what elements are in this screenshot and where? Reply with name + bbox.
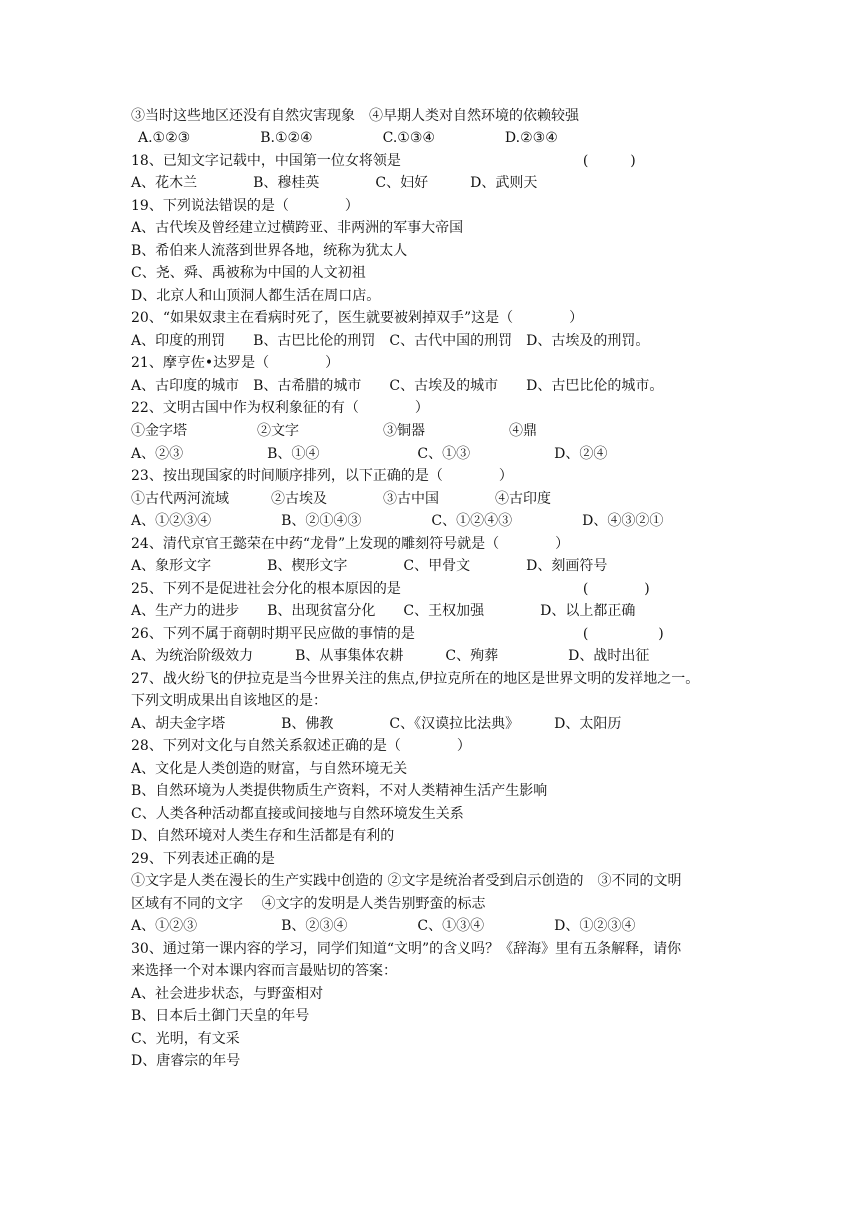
text-line: ①金字塔 ②文字 ③铜器 ④鼎 — [131, 423, 537, 439]
text-line: 来选择一个对本课内容而言最贴切的答案： — [131, 963, 397, 979]
text-line: A、古印度的城市 B、古希腊的城市 C、古埃及的城市 D、古巴比伦的城市。 — [131, 378, 664, 394]
text-line: D、唐睿宗的年号 — [131, 1053, 241, 1069]
text-line: A、印度的刑罚 B、古巴比伦的刑罚 C、古代中国的刑罚 D、古埃及的刑罚。 — [131, 333, 650, 349]
text-line: 25、下列不是促进社会分化的根本原因的是 ( ) — [131, 581, 650, 597]
text-line: D、北京人和山顶洞人都生活在周口店。 — [131, 288, 381, 304]
text-line: ①古代两河流域 ②古埃及 ③古中国 ④古印度 — [131, 491, 551, 507]
text-line: ③当时这些地区还没有自然灾害现象 ④早期人类对自然环境的依赖较强 — [131, 108, 579, 124]
text-line: A、①②③④ B、②①④③ C、①②④③ D、④③②① — [131, 513, 664, 529]
text-line: B、自然环境为人类提供物质生产资料，不对人类精神生活产生影响 — [131, 783, 548, 799]
text-line: C、尧、舜、禹被称为中国的人文初祖 — [131, 265, 366, 281]
text-line: 19、下列说法错误的是（ ） — [131, 198, 359, 214]
text-line: 22、文明古国中作为权利象征的有（ ） — [131, 400, 429, 416]
text-line: A、象形文字 B、楔形文字 C、甲骨文 D、刻画符号 — [131, 558, 608, 574]
text-line: 24、清代京官王懿荣在中药“龙骨”上发现的雕刻符号就是（ ） — [131, 536, 570, 552]
text-line: 30、通过第一课内容的学习，同学们知道“文明”的含义吗？《辞海》里有五条解释，请你 — [131, 941, 682, 957]
text-line: A、①②③ B、②③④ C、①③④ D、①②③④ — [131, 918, 636, 934]
text-line: A、②③ B、①④ C、①③ D、②④ — [131, 446, 608, 462]
text-line: C、人类各种活动都直接或间接地与自然环境发生关系 — [131, 806, 464, 822]
text-line: B、希伯来人流落到世界各地，统称为犹太人 — [131, 243, 408, 259]
text-line: B、日本后土御门天皇的年号 — [131, 1008, 310, 1024]
text-line: A、文化是人类创造的财富，与自然环境无关 — [131, 761, 408, 777]
text-line: A、胡夫金字塔 B、佛教 C、《汉谟拉比法典》 D、太阳历 — [131, 716, 622, 732]
text-line: 21、摩亨佐•达罗是（ ） — [131, 355, 340, 371]
text-line: 26、下列不属于商朝时期平民应做的事情的是 ( ) — [131, 626, 664, 642]
text-line: 28、下列对文化与自然关系叙述正确的是（ ） — [131, 738, 471, 754]
text-line: 下列文明成果出自该地区的是： — [131, 693, 327, 709]
text-line: ①文字是人类在漫长的生产实践中创造的 ②文字是统治者受到启示创造的 ③不同的文明 — [131, 873, 682, 889]
text-line: A、为统治阶级效力 B、从事集体农耕 C、殉葬 D、战时出征 — [131, 648, 650, 664]
text-line: A、生产力的进步 B、出现贫富分化 C、王权加强 D、以上都正确 — [131, 603, 636, 619]
text-line: 27、战火纷飞的伊拉克是当今世界关注的焦点,伊拉克所在的地区是世界文明的发祥地之一。 — [131, 671, 700, 687]
text-line: A.①②③ B.①②④ C.①③④ D.②③④ — [138, 130, 558, 146]
text-line: 20、“如果奴隶主在看病时死了，医生就要被剁掉双手”这是（ ） — [131, 310, 584, 326]
text-line: 18、已知文字记载中，中国第一位女将领是 ( ) — [131, 153, 636, 169]
text-line: D、自然环境对人类生存和生活都是有利的 — [131, 828, 395, 844]
text-line: A、花木兰 B、穆桂英 C、妇好 D、武则天 — [131, 175, 538, 191]
text-line: 23、按出现国家的时间顺序排列，以下正确的是（ ） — [131, 468, 513, 484]
text-line: 区域有不同的文字 ④文字的发明是人类告别野蛮的标志 — [131, 896, 486, 912]
text-line: A、古代埃及曾经建立过横跨亚、非两洲的军事大帝国 — [131, 220, 464, 236]
text-line: A、社会进步状态，与野蛮相对 — [131, 986, 324, 1002]
text-line: C、光明，有文采 — [131, 1031, 240, 1047]
text-line: 29、下列表述正确的是 — [131, 851, 275, 867]
